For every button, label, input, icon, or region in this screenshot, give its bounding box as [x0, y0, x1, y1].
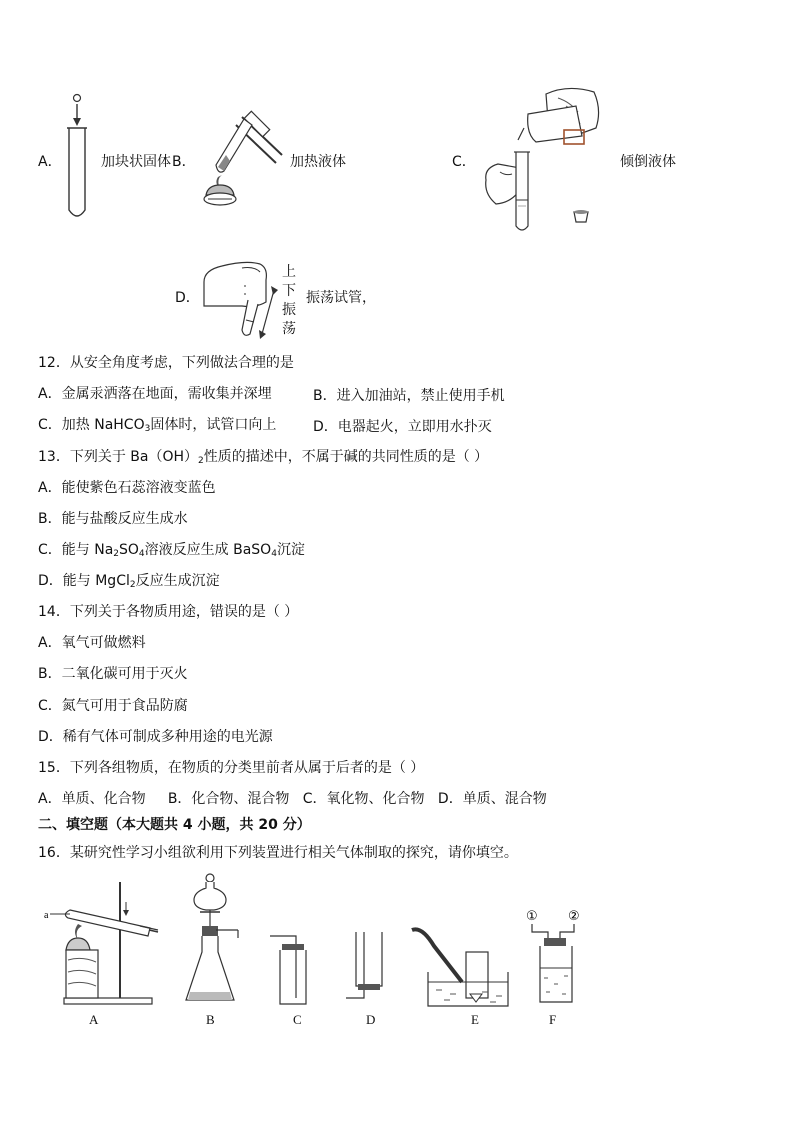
apparatus-c-figure: [266, 928, 312, 1008]
q12-option-c: C．加热 NaHCO$_3$固体时，试管口向上: [38, 417, 277, 434]
solid-into-test-tube-figure: [60, 92, 96, 220]
q13-option-a: A．能使紫色石蕊溶液变蓝色: [38, 480, 216, 496]
q11-option-c-text: 倾倒液体: [620, 154, 676, 170]
q14-stem: 14．下列关于各物质用途，错误的是（ ）: [38, 604, 299, 620]
q11-option-d-text: 振荡试管，: [306, 290, 376, 306]
apparatus-c-caption: C: [293, 1012, 302, 1027]
q16-stem: 16．某研究性学习小组欲利用下列装置进行相关气体制取的探究，请你填空。: [38, 845, 518, 861]
shaking-test-tube-figure: [200, 256, 280, 340]
q12-option-b: B．进入加油站，禁止使用手机: [313, 388, 505, 404]
apparatus-a-label-a: a: [44, 910, 49, 921]
q14-option-a: A．氧气可做燃料: [38, 635, 146, 651]
shake-label-down: 下: [282, 283, 296, 299]
q14-option-b: B．二氧化碳可用于灭火: [38, 666, 188, 682]
q11-option-d-letter: D．: [175, 290, 200, 306]
apparatus-e-figure: [408, 920, 516, 1010]
q13-stem: 13．下列关于 $Ba(OH)_2$性质的描述中，不属于碱的共同性质的是（ ）: [38, 449, 489, 466]
q11-option-a-text: 加块状固体: [101, 154, 171, 170]
q12-option-d: D．电器起火，立即用水扑灭: [313, 419, 492, 435]
apparatus-a-figure: [40, 880, 160, 1006]
q11-option-a-letter: A．: [38, 154, 62, 170]
apparatus-f-port-2: ②: [568, 909, 580, 924]
apparatus-b-caption: B: [206, 1012, 215, 1027]
q14-option-d: D．稀有气体可制成多种用途的电光源: [38, 729, 273, 745]
apparatus-b-figure: [180, 872, 250, 1008]
apparatus-f-figure: [524, 904, 588, 1008]
shake-label-up: 上: [282, 264, 296, 280]
q13-option-c: C．能与 $Na_2SO_4$溶液反应生成 BaSO$_4$沉淀: [38, 542, 305, 559]
apparatus-f-caption: F: [549, 1012, 557, 1027]
q14-option-c: C．氮气可用于食品防腐: [38, 698, 188, 714]
apparatus-e-caption: E: [471, 1012, 479, 1027]
q12-option-a: A．金属汞洒落在地面，需收集并深埋: [38, 386, 272, 402]
apparatus-d-caption: D: [366, 1012, 376, 1027]
shake-direction-label: [282, 263, 296, 339]
apparatus-f-port-1: ①: [526, 909, 538, 924]
section-2-title: 二、填空题（本大题共 4 小题，共 20 分）: [38, 817, 311, 833]
shake-label-zhen: 振: [282, 302, 296, 318]
q12-stem: 12．从安全角度考虑，下列做法合理的是: [38, 355, 294, 371]
q15-options: A．单质、化合物 B．化合物、混合物 C．氧化物、化合物 D．单质、混合物: [38, 791, 547, 807]
apparatus-a-caption: A: [89, 1012, 99, 1027]
q15-stem: 15．下列各组物质，在物质的分类里前者从属于后者的是（ ）: [38, 760, 425, 776]
q11-option-b-letter: B．: [172, 154, 196, 170]
shake-label-dang: 荡: [282, 321, 296, 337]
pouring-liquid-figure: [478, 84, 608, 234]
q11-option-c-letter: C．: [452, 154, 476, 170]
apparatus-d-figure: [342, 928, 388, 1008]
q11-option-b-text: 加热液体: [290, 154, 346, 170]
heating-liquid-figure: [196, 105, 284, 211]
q13-option-d: D．能与 MgCl$_2$反应生成沉淀: [38, 573, 220, 590]
q13-option-b: B．能与盐酸反应生成水: [38, 511, 188, 527]
